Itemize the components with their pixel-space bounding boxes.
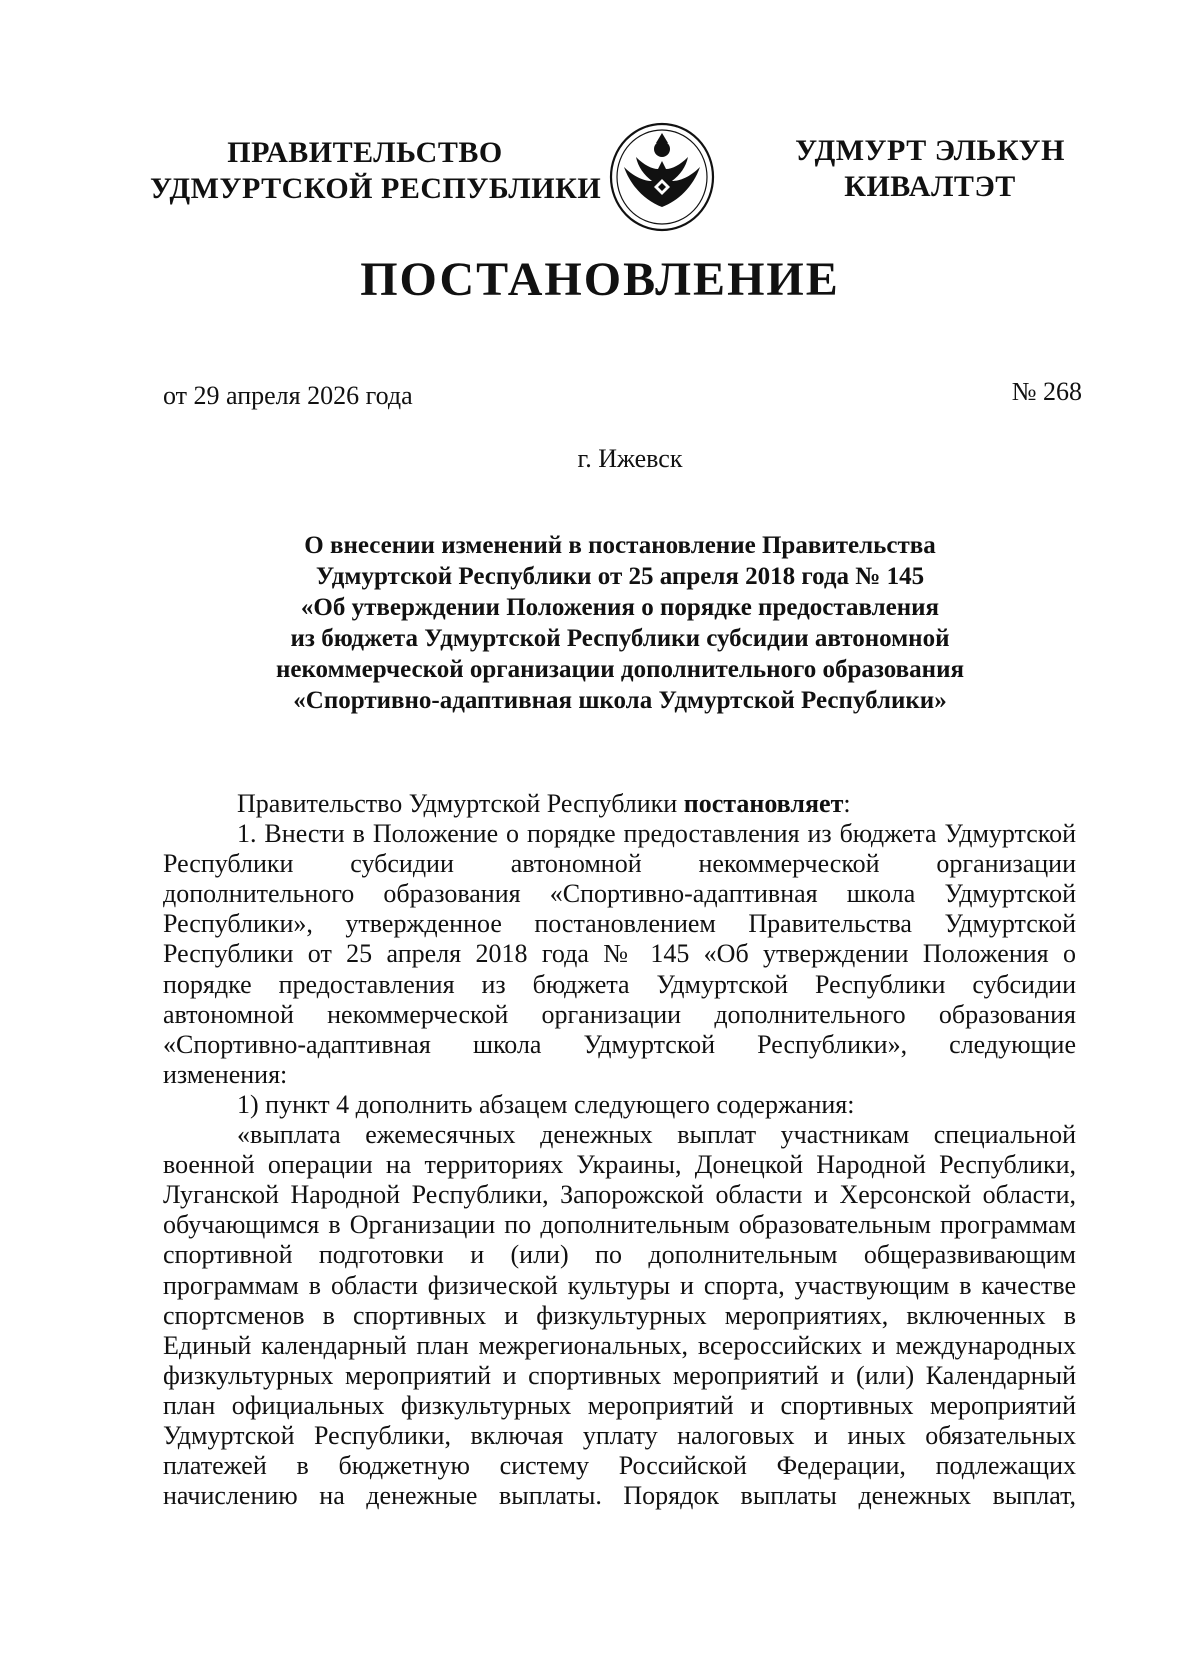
document-number: № 268	[1011, 377, 1082, 406]
body-line: спортсменов в спортивных и физкультурных мероприятиях, включенных в	[163, 1300, 1076, 1330]
body-line: обучающимся в Организации по дополнительным образовательным программам	[163, 1210, 1076, 1240]
title-line: Удмуртской Республики от 25 апреля 2018 года № 145	[315, 563, 925, 590]
body-line: программам в области физической культуры и спорта, участвующим в качестве	[163, 1270, 1076, 1300]
body-line: спортивной подготовки и (или) по дополнительным общеразвивающим	[163, 1240, 1076, 1270]
issuer-line: КИВАЛТЭТ	[844, 170, 1016, 203]
body-line: «Спортивно-адаптивная школа Удмуртской Республики», следующие	[163, 1029, 1076, 1059]
issuer-line: УДМУРТ ЭЛЬКУН	[795, 134, 1065, 167]
udmurt-coat-of-arms-icon	[606, 121, 718, 233]
body-line: дополнительного образования «Спортивно-адаптивная школа Удмуртской	[163, 879, 1076, 909]
preamble-line	[163, 789, 1076, 819]
preamble-text: Правительство Удмуртской Республики	[237, 789, 684, 818]
preamble-suffix: :	[843, 789, 851, 818]
issuer-line: УДМУРТСКОЙ РЕСПУБЛИКИ	[150, 172, 602, 205]
title-line: некоммерческой организации дополнительного образования	[275, 656, 964, 683]
title-line: «Об утверждении Положения о порядке предоставления	[300, 594, 940, 621]
issuer-name-russian	[150, 135, 602, 207]
body-line: Республики субсидии автономной некоммерческой организации	[163, 849, 1076, 879]
document-date: от 29 апреля 2026 года	[163, 381, 413, 410]
body-line: автономной некоммерческой организации дополнительного образования	[163, 999, 1076, 1029]
body-line: «выплата ежемесячных денежных выплат участникам специальной	[237, 1120, 1076, 1150]
preamble-verb: постановляет	[683, 789, 844, 818]
body-line: начислению на денежные выплаты. Порядок выплаты денежных выплат,	[163, 1481, 1076, 1511]
body-line: план официальных физкультурных мероприятий и спортивных мероприятий	[163, 1390, 1076, 1420]
document-title	[160, 530, 1080, 716]
body-line: Удмуртской Республики, включая уплату налоговых и иных обязательных	[163, 1420, 1076, 1450]
document-type: ПОСТАНОВЛЕНИЕ	[360, 253, 840, 306]
body-line: Луганской Народной Республики, Запорожской области и Херсонской области,	[163, 1180, 1076, 1210]
body-line: Республики», утвержденное постановлением Правительства Удмуртской	[163, 909, 1076, 939]
body-line: физкультурных мероприятий и спортивных мероприятий и (или) Календарный	[163, 1360, 1076, 1390]
title-line: «Спортивно-адаптивная школа Удмуртской Республики»	[293, 687, 947, 714]
issuer-name-udmurt	[790, 133, 1070, 205]
body-line: изменения:	[163, 1059, 288, 1089]
body-line: Республики от 25 апреля 2018 года № 145 «Об утверждении Положения о	[163, 939, 1076, 969]
body-line: 1) пункт 4 дополнить абзацем следующего содержания:	[237, 1089, 855, 1119]
body-line: Единый календарный план межрегиональных, всероссийских и международных	[163, 1330, 1076, 1360]
body-line: 1. Внести в Положение о порядке предоставления из бюджета Удмуртской	[237, 819, 1076, 849]
body-line: платежей в бюджетную систему Российской Федерации, подлежащих	[163, 1451, 1076, 1481]
issuer-line: ПРАВИТЕЛЬСТВО	[227, 136, 503, 169]
body-line: военной операции на территориях Украины, Донецкой Народной Республики,	[163, 1150, 1076, 1180]
title-line: О внесении изменений в постановление Правительства	[304, 532, 936, 559]
body-line: порядке предоставления из бюджета Удмуртской Республики субсидии	[163, 969, 1076, 999]
title-line: из бюджета Удмуртской Республики субсидии автономной	[290, 625, 950, 652]
document-city: г. Ижевск	[577, 444, 683, 473]
document-body	[163, 789, 1076, 1511]
